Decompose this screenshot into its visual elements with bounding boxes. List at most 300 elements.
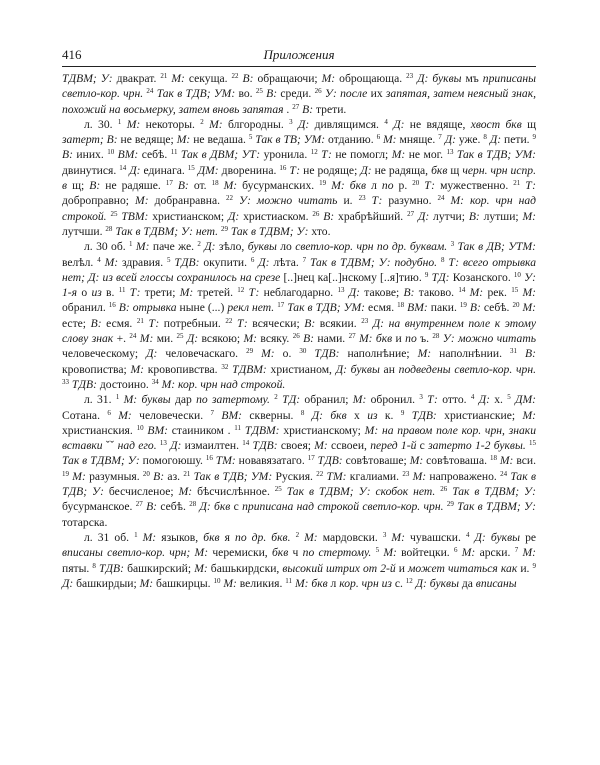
reading-text: не ведяще;	[117, 133, 177, 147]
editorial-note: нет.	[252, 301, 275, 315]
editorial-note: М:	[314, 439, 328, 453]
reading-text: не мог.	[405, 148, 447, 162]
note-number: 2	[274, 393, 278, 402]
editorial-note: ДМ:	[194, 163, 219, 177]
note-number: 26	[440, 485, 448, 494]
editorial-note: высокий штрих от 2-й	[282, 561, 396, 575]
reading-text: не вядяще,	[404, 117, 471, 131]
reading-text: есте;	[62, 316, 91, 330]
reading-text: такове;	[360, 286, 404, 300]
reading-text: лѣта.	[269, 255, 303, 269]
editorial-note: ВМ:	[404, 301, 428, 315]
reading-text: ъ.	[416, 332, 433, 346]
editorial-note: по затертому.	[196, 393, 270, 407]
reading-text: и	[392, 332, 406, 346]
reading-text: л. 30.	[84, 117, 118, 131]
note-number: 14	[242, 439, 250, 448]
editorial-note: В:	[403, 286, 415, 300]
editorial-note: по стертому.	[302, 546, 372, 560]
note-number: 3	[382, 530, 387, 539]
reading-text: добранравна.	[148, 194, 226, 208]
editorial-note: Д:	[441, 133, 456, 147]
editorial-note: Т:	[244, 286, 260, 300]
reading-text: лутчши.	[62, 224, 106, 238]
note-number: 9	[424, 270, 429, 279]
reading-text: обронил.	[366, 393, 420, 407]
note-number: 21	[183, 469, 191, 478]
editorial-note: ТД:	[277, 393, 301, 407]
editorial-note: Так в ТДВ; У:	[62, 469, 536, 499]
reading-text: ч	[288, 546, 303, 560]
note-number: 15	[511, 286, 519, 295]
reading-text: обранил.	[62, 301, 109, 315]
editorial-note: ТДВ:	[170, 255, 200, 269]
editorial-note: М:	[409, 454, 424, 468]
reading-text: уронила.	[260, 148, 311, 162]
editorial-note: ТД:	[428, 270, 450, 284]
editorial-note: М:	[203, 117, 223, 131]
editorial-note: вписаны	[475, 576, 517, 590]
reading-text: есмя.	[364, 301, 398, 315]
editorial-note: светло-кор. чрн по др. буквам.	[295, 240, 448, 254]
reading-text: и	[395, 561, 409, 575]
editorial-note: М:	[391, 148, 406, 162]
editorial-note: Д: из всей глоссы сохранилось на срезе	[88, 270, 281, 284]
reading-text: наполнѣнии.	[431, 347, 511, 361]
reading-text: не радяше.	[100, 179, 166, 193]
reading-text: рек.	[483, 286, 512, 300]
note-number: 29	[220, 224, 228, 233]
reading-text: тотарска.	[62, 515, 108, 529]
editorial-note: М: кор. чрн над строкой.	[62, 194, 536, 223]
note-number: 22	[316, 469, 324, 478]
reading-text: башкирдыи;	[73, 576, 140, 590]
editorial-note: Д:	[474, 393, 490, 407]
reading-text: лутчи;	[429, 209, 469, 223]
editorial-note: Так в ТДВ; УМ:	[284, 301, 365, 315]
note-number: 17	[307, 454, 315, 463]
note-number: 24	[129, 332, 137, 341]
editorial-note: Так в ТДВ; УМ:	[453, 148, 536, 162]
note-number: 23	[402, 469, 410, 478]
editorial-note: М: бкв	[355, 332, 393, 346]
reading-text: доброправно;	[62, 194, 136, 208]
editorial-note: Д:	[62, 576, 74, 590]
editorial-note: У: можно читать	[439, 332, 537, 346]
reading-text: пети.	[501, 133, 533, 147]
editorial-note: М:	[253, 347, 275, 361]
reading-text: дар	[170, 393, 197, 407]
note-number: 7	[514, 546, 519, 555]
note-number: 20	[512, 301, 520, 310]
note-number: 19	[459, 301, 467, 310]
note-number: 15	[187, 163, 195, 172]
editorial-note: В: отрывка	[115, 301, 177, 315]
reading-text: христианом,	[266, 362, 336, 376]
reading-text: бусурманское.	[62, 500, 136, 514]
editorial-note: ТМ:	[212, 454, 236, 468]
note-number: 28	[432, 332, 440, 341]
editorial-note: М: кор. чрн над строкой.	[158, 377, 286, 391]
editorial-note: ВМ:	[143, 423, 168, 437]
reading-text: трети;	[140, 286, 180, 300]
editorial-note: ТДВ:	[95, 561, 125, 575]
note-number: 21	[160, 72, 168, 80]
note-number: 10	[513, 270, 521, 279]
reading-text: с	[230, 500, 243, 514]
editorial-note: В:	[90, 316, 102, 330]
reading-text: их	[367, 87, 386, 101]
note-number: 10	[107, 148, 115, 157]
reading-text: л	[327, 576, 340, 590]
editorial-note: Д:	[414, 209, 430, 223]
reading-text: всяку.	[257, 332, 293, 346]
reading-text: дворенина.	[218, 163, 280, 177]
reading-text: скверны.	[242, 408, 301, 422]
note-number: 26	[314, 87, 322, 96]
reading-text: кровопивства.	[144, 362, 222, 376]
note-number: 11	[234, 423, 242, 432]
editorial-note: по др. бкв.	[235, 530, 291, 544]
note-number: 33	[62, 377, 69, 386]
editorial-note: Д: бкв	[196, 500, 231, 514]
note-number: 4	[384, 117, 388, 126]
editorial-note: вписаны светло-кор. чрн;	[62, 546, 191, 560]
reading-text: башкирцы.	[153, 576, 214, 590]
note-number: 21	[136, 316, 144, 325]
reading-text: башкирский;	[124, 561, 195, 575]
editorial-note: Д:	[344, 286, 360, 300]
reading-text: х.	[489, 393, 508, 407]
editorial-note: ТДВМ:	[228, 362, 267, 376]
note-number: 29	[246, 347, 254, 356]
reading-text: языков,	[156, 530, 204, 544]
note-number: 1	[115, 393, 120, 402]
editorial-note: В:	[62, 148, 73, 162]
note-number: 24	[146, 87, 154, 96]
editorial-note: М:	[135, 194, 149, 208]
editorial-note: М:	[243, 332, 258, 346]
reading-text: р.	[393, 179, 413, 193]
reading-text: с.	[391, 576, 406, 590]
reading-text: измаилтен.	[181, 439, 243, 453]
note-number: 34	[151, 377, 159, 386]
note-number: 6	[107, 408, 111, 417]
editorial-note: бкв	[271, 546, 289, 560]
editorial-note: затерто 1-2 буквы.	[428, 439, 526, 453]
editorial-note: затерт; В:	[62, 133, 118, 147]
reading-text: дивлящимся.	[309, 117, 385, 131]
reading-text: человечески.	[131, 408, 211, 422]
note-number: 12	[310, 148, 318, 157]
reading-text: щ	[521, 117, 537, 131]
note-number: 10	[213, 576, 221, 585]
note-number: 16	[205, 454, 213, 463]
editorial-note: Так в ТДВМ; У:	[453, 500, 537, 514]
reading-text: .	[283, 102, 293, 116]
note-number: 27	[348, 332, 356, 341]
editorial-note: М:	[465, 286, 484, 300]
note-number: 17	[277, 301, 285, 310]
note-number: 22	[225, 316, 233, 325]
editorial-note: запятая, затем неясный знак, похожий на восьмерку, затем вновь запятая	[62, 87, 537, 116]
reading-text: и.	[517, 561, 533, 575]
note-number: 4	[465, 530, 470, 539]
editorial-note: М: на правом поле кор. чрн, знаки вставки	[62, 423, 536, 453]
reading-text: себѣ.	[480, 301, 513, 315]
editorial-note: подведены светло-кор. чрн.	[398, 362, 536, 376]
reading-text: разумныя.	[85, 469, 143, 483]
reading-text: о	[77, 286, 92, 300]
note-number: 8	[300, 408, 305, 417]
reading-text: мардовски.	[317, 530, 383, 544]
reading-text: достоино.	[96, 377, 152, 391]
reading-text: христианском;	[148, 209, 229, 223]
editorial-note: Т:	[422, 393, 438, 407]
note-number: 3	[450, 240, 455, 249]
editorial-note: Д:	[166, 439, 182, 453]
note-number: 7	[302, 255, 307, 264]
editorial-note: М:	[167, 72, 185, 85]
reading-text: разумно.	[382, 194, 438, 208]
reading-text: окупити.	[199, 255, 251, 269]
editorial-note: Так в ТДВ; УМ:	[190, 469, 273, 483]
reading-text: иних.	[72, 148, 108, 162]
reading-text: не радяща,	[371, 163, 432, 177]
note-number: 9	[532, 561, 536, 570]
reading-text: аз.	[164, 469, 184, 483]
reading-text: не ведаша.	[190, 133, 249, 147]
editorial-note: из	[91, 286, 102, 300]
reading-text: да	[458, 576, 476, 590]
note-number: 5	[375, 546, 380, 555]
reading-text: христианскому;	[279, 423, 365, 437]
reading-text: оброщающа.	[335, 72, 407, 85]
editorial-note: Так в ДВ; УТМ:	[454, 240, 536, 254]
editorial-note: Т:	[419, 179, 436, 193]
reading-text: двакрат.	[112, 72, 161, 85]
note-number: 13	[446, 148, 454, 157]
reading-text: к.	[377, 408, 401, 422]
reading-text: Руския.	[272, 469, 317, 483]
editorial-note: М:	[321, 72, 336, 85]
reading-text: ло	[276, 240, 296, 254]
editorial-note: ТВМ:	[117, 209, 149, 223]
reading-text: стаиником .	[167, 423, 235, 437]
note-number: 5	[507, 393, 511, 402]
editorial-note: по	[381, 179, 394, 193]
reading-text: ныне (...)	[176, 301, 228, 315]
note-number: 11	[170, 148, 178, 157]
reading-text: хто.	[308, 224, 331, 238]
note-number: 3	[419, 393, 423, 402]
editorial-note: В:	[299, 102, 314, 116]
reading-text: здравия.	[118, 255, 168, 269]
reading-text: щ;	[67, 179, 90, 193]
editorial-note: В:	[466, 301, 481, 315]
editorial-note: над его.	[117, 439, 157, 453]
editorial-note: Д:	[200, 240, 216, 254]
editorial-note: Т:	[232, 316, 248, 330]
editorial-note: бкв	[203, 530, 220, 544]
editorial-note: Д:	[486, 133, 502, 147]
note-number: 15	[528, 439, 536, 448]
note-number: 5	[248, 133, 253, 142]
editorial-note: рекл	[227, 301, 249, 315]
note-number: 14	[119, 163, 127, 172]
note-number: 7	[438, 133, 442, 142]
note-number: 17	[165, 179, 173, 188]
editorial-note: Д: бкв	[304, 408, 347, 422]
reading-text: своея;	[277, 439, 315, 453]
reading-text: войтецки.	[396, 546, 454, 560]
note-number: 18	[211, 179, 219, 188]
editorial-note: ДМ:	[510, 393, 536, 407]
reading-text: новавязатаго.	[235, 454, 308, 468]
editorial-note: ВМ:	[214, 408, 243, 422]
editorial-note: Д:	[387, 117, 405, 131]
reading-text: себѣ.	[157, 500, 190, 514]
note-number: 19	[319, 179, 327, 188]
note-number: 6	[376, 133, 381, 142]
editorial-note: М:	[417, 347, 432, 361]
editorial-note: Д:	[126, 163, 141, 177]
reading-text: велѣл.	[62, 255, 98, 269]
note-number: 13	[159, 439, 167, 448]
editorial-note: Так в ДВМ; УТ:	[177, 148, 261, 162]
editorial-note: ТДВ:	[404, 408, 437, 422]
page-number: 416	[62, 47, 82, 62]
note-number: 8	[92, 561, 96, 570]
editorial-note: Т:	[365, 194, 383, 208]
reading-text: человечаскаго.	[157, 347, 247, 361]
editorial-note: М:	[218, 179, 238, 193]
editorial-note: приписаны светло-кор. чрн.	[62, 72, 537, 101]
editorial-note: М:	[519, 301, 536, 315]
editorial-note: М:	[220, 576, 237, 590]
reading-text: о.	[274, 347, 300, 361]
editorial-note: Так в ТДВ; УМ:	[153, 87, 236, 101]
note-number: 25	[110, 209, 118, 218]
note-number: 20	[142, 469, 150, 478]
editorial-note: У: можно читать	[232, 194, 338, 208]
editorial-note: Д: на внутреннем поле к этому слову знак	[62, 316, 536, 346]
editorial-note: М:	[179, 286, 194, 300]
reading-text: мняще.	[396, 133, 439, 147]
reading-text: от.	[188, 179, 212, 193]
note-number: 14	[458, 286, 466, 295]
reading-text: потребныи.	[159, 316, 226, 330]
editorial-note: М:	[100, 255, 119, 269]
note-number: 2	[197, 240, 201, 249]
note-number: 25	[274, 485, 282, 494]
editorial-note: буквы	[247, 240, 277, 254]
reading-text: наполнѣние;	[339, 347, 418, 361]
editorial-note: ТДВ:	[306, 347, 340, 361]
editorial-note: Д: буквы	[413, 72, 462, 85]
editorial-note: М:	[110, 408, 132, 422]
editorial-note: М:	[69, 469, 86, 483]
editorial-note: Так в ТДВМ; У: нет.	[112, 224, 219, 238]
reading-text: х	[346, 408, 368, 422]
reading-text: не родяще;	[300, 163, 361, 177]
note-number: 27	[292, 102, 300, 111]
note-number: 12	[405, 576, 413, 585]
editorial-note: Т:	[520, 179, 537, 193]
reading-text: таково.	[414, 286, 459, 300]
note-number: 19	[62, 469, 69, 478]
editorial-note: М:	[522, 209, 537, 223]
reading-text: христиаском.	[239, 209, 313, 223]
editorial-note: из	[367, 408, 378, 422]
editorial-note: Д:	[292, 117, 310, 131]
note-number: 27	[407, 209, 415, 218]
reading-text: +.	[113, 332, 130, 346]
reading-text: христианския.	[62, 423, 137, 437]
apparatus-paragraph	[62, 239, 536, 392]
apparatus-text	[62, 71, 536, 591]
reading-text: себѣ.	[138, 148, 171, 162]
reading-text: ре	[520, 530, 537, 544]
reading-text: вси.	[513, 454, 536, 468]
reading-text: храбрѣйший.	[334, 209, 408, 223]
editorial-note: В:	[517, 347, 536, 361]
note-number: 16	[108, 301, 116, 310]
reading-text: неблагодарно.	[259, 286, 338, 300]
note-number: 11	[285, 576, 293, 585]
editorial-note: М:	[139, 576, 154, 590]
editorial-note: М:	[194, 546, 209, 560]
editorial-note: М:	[132, 240, 150, 254]
reading-text: с	[416, 439, 429, 453]
reading-text: мужественно.	[435, 179, 514, 193]
reading-text: кровопиства;	[62, 362, 131, 376]
note-number: 9	[400, 408, 405, 417]
reading-text: я	[219, 530, 236, 544]
editorial-note: Так в ТДВМ; У:	[227, 224, 309, 238]
editorial-note: М:	[137, 530, 157, 544]
editorial-note: М: бкв	[326, 179, 367, 193]
reading-text: л. 31.	[84, 393, 116, 407]
reading-text: арски.	[475, 546, 515, 560]
editorial-note: М:	[496, 454, 514, 468]
editorial-note: ТДВМ; У:	[62, 72, 113, 85]
note-number: 5	[167, 255, 171, 264]
editorial-note: В:	[262, 87, 278, 101]
editorial-note: Т:	[317, 148, 332, 162]
reading-text: кгалиами.	[346, 469, 403, 483]
note-number: 4	[97, 255, 101, 264]
reading-text: ссвоеи,	[327, 439, 371, 453]
note-number: 7	[210, 408, 215, 417]
note-number: 1	[117, 117, 122, 126]
editorial-note: Д:	[146, 347, 158, 361]
editorial-note: М:	[522, 408, 537, 422]
reading-text: отто.	[437, 393, 471, 407]
editorial-note: М:	[518, 546, 536, 560]
editorial-note: Т:	[125, 286, 141, 300]
note-number: 11	[118, 286, 126, 295]
editorial-note: хвост бкв	[470, 117, 522, 131]
reading-text: трети.	[313, 102, 347, 116]
editorial-note: ТДВ:	[314, 454, 343, 468]
reading-text: обращаючи;	[253, 72, 322, 85]
reading-text: л. 30 об.	[84, 240, 130, 254]
reading-text: в.	[101, 286, 119, 300]
note-number: 27	[135, 500, 143, 509]
reading-text: мъ	[461, 72, 483, 85]
note-number: 13	[337, 286, 345, 295]
